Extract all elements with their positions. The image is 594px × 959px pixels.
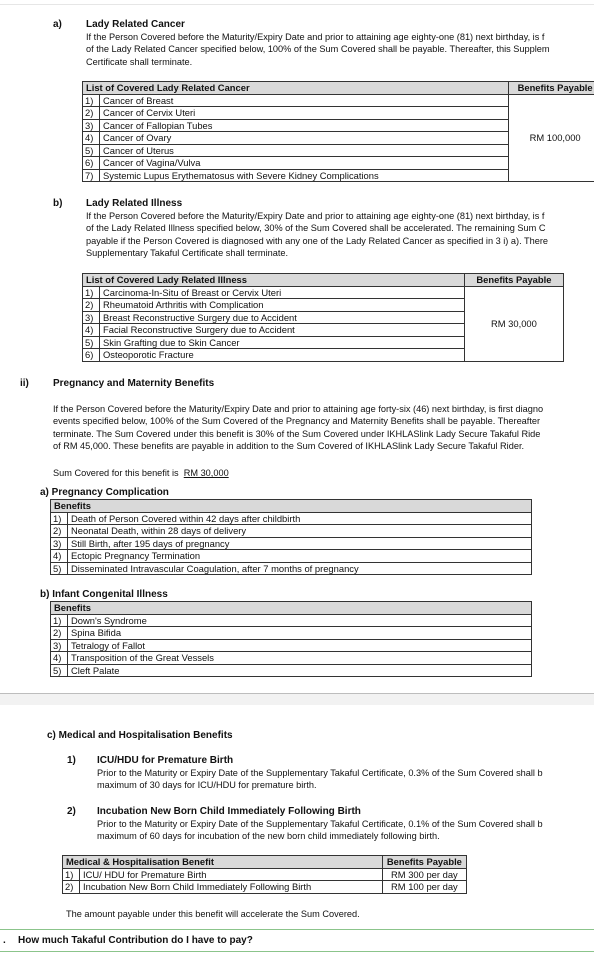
section-ii-paragraph [53,403,543,453]
infant-illness-table [50,601,532,677]
section-a-title: Lady Related Cancer [86,19,185,30]
col-header-illness: List of Covered Lady Related Illness [83,274,465,287]
infant-illness-title: b) Infant Congenital Illness [40,589,168,600]
table-row: 6) Cancer of Vagina/Vulva [83,157,594,170]
item-1-paragraph [97,767,543,792]
section-a-paragraph [86,31,550,68]
table-row: 4) Cancer of Ovary [83,132,594,145]
table-row: 1) Down's Syndrome [51,614,532,627]
para-line: of the Lady Related Illness specified below, 30% of the Sum Covered shall be accelerated. The remaining Sum C [86,223,546,234]
pregnancy-complication-title: a) Pregnancy Complication [40,487,169,498]
sum-covered-value: RM 30,000 [183,468,229,478]
table-row: 3) Still Birth, after 195 days of pregnancy [51,537,532,550]
para-line: maximum of 30 days for ICU/HDU for premature birth. [97,780,317,791]
item-2-paragraph [97,818,543,843]
accelerate-note: The amount payable under this benefit will accelerate the Sum Covered. [66,909,360,919]
footer-bottom-line [0,951,594,952]
col-header-medical: Medical & Hospitalisation Benefit [63,856,383,869]
footer-question: How much Takaful Contribution do I have to pay? [18,935,253,946]
section-ii-marker: ii) [20,378,29,389]
table-row: 1) Carcinoma-In-Situ of Breast or Cervix Uteri RM 30,000 [83,286,564,299]
table-row: 1) Cancer of Breast RM 100,000 [83,94,594,107]
footer-marker: . [3,935,6,946]
item-2-title: Incubation New Born Child Immediately Following Birth [97,806,361,817]
table-row: 6) Osteoporotic Fracture [83,349,564,362]
benefit-amount: RM 300 per day [382,868,466,881]
table-row: 1) Death of Person Covered within 42 days after childbirth [51,512,532,525]
para-line: Prior to the Maturity or Expiry Date of the Supplementary Takaful Certificate, 0.1% of the Sum Covered shall b [97,819,543,829]
table-row: 5) Disseminated Intravascular Coagulation, after 7 months of pregnancy [51,562,532,575]
item-1-number: 1) [67,755,76,766]
pregnancy-complication-table [50,499,532,575]
para-line: Certificate shall terminate. [86,56,193,67]
table-row: 2) Cancer of Cervix Uteri [83,107,594,120]
para-line: If the Person Covered before the Maturity/Expiry Date and prior to attaining age eighty-one (81) next birthday, is f [86,211,545,221]
para-line: Prior to the Maturity or Expiry Date of the Supplementary Takaful Certificate, 0.3% of the Sum Covered shall b [97,768,543,778]
para-line: If the Person Covered before the Maturity/Expiry Date and prior to attaining age eighty-one (81) next birthday, is f [86,32,545,42]
table-row: 5) Skin Grafting due to Skin Cancer [83,336,564,349]
lady-cancer-table [82,81,594,182]
top-edge-line [0,4,594,5]
benefit-amount: RM 100,000 [509,94,594,182]
item-2-number: 2) [67,806,76,817]
benefit-amount: RM 100 per day [382,881,466,894]
table-row: 2) Neonatal Death, within 28 days of delivery [51,525,532,538]
table-row: 7) Systemic Lupus Erythematosus with Severe Kidney Complications [83,169,594,182]
col-header-benefits: Benefits [51,602,532,615]
section-a-marker: a) [53,19,62,30]
table-row: 4) Ectopic Pregnancy Termination [51,550,532,563]
para-line: events specified below, 100% of the Sum Covered of the Pregnancy and Maternity Benefits shall be payable. Thereafter [53,416,541,427]
para-line: Supplementary Takaful Certificate shall terminate. [86,248,289,259]
item-1-title: ICU/HDU for Premature Birth [97,755,234,766]
table-row: 2) Rheumatoid Arthritis with Complication [83,299,564,312]
sum-covered-line [53,467,229,479]
table-row: 3) Cancer of Fallopian Tubes [83,119,594,132]
table-row: 2) Spina Bifida [51,627,532,640]
para-line: of RM 45,000. These benefits are payable in addition to the Sum Covered of IKHLASlink Lady Secure Takaful Rider. [53,441,525,452]
para-line: of the Lady Related Cancer specified below, 100% of the Sum Covered shall be payable. Thereafter, this Supplem [86,44,550,55]
footer-top-line [0,929,594,930]
table-row: 5) Cleft Palate [51,664,532,677]
medical-hospitalisation-table [62,855,467,894]
lady-illness-table [82,273,564,362]
para-line: payable if the Person Covered is diagnosed with any one of the Lady Related Cancer as specified in 3 i) a). There [86,235,549,246]
col-header-benefits: Benefits Payable [509,82,594,95]
col-header-benefits: Benefits [51,500,532,513]
page-gap [0,694,594,705]
table-row: 4) Facial Reconstructive Surgery due to Accident [83,324,564,337]
sum-covered-label: Sum Covered for this benefit is [53,468,179,478]
table-row: 1) ICU/ HDU for Premature Birth RM 300 per day [63,868,467,881]
section-b-paragraph [86,210,548,260]
para-line: If the Person Covered before the Maturity/Expiry Date and prior to attaining age forty-six (46) next birthday, is first diagno [53,404,544,414]
table-row: 3) Tetralogy of Fallot [51,639,532,652]
section-c-title: c) Medical and Hospitalisation Benefits [47,730,233,741]
table-row: 5) Cancer of Uterus [83,144,594,157]
col-header-benefits: Benefits Payable [382,856,466,869]
section-b-title: Lady Related Illness [86,198,183,209]
col-header-benefits: Benefits Payable [464,274,563,287]
section-ii-title: Pregnancy and Maternity Benefits [53,378,215,389]
table-row: 3) Breast Reconstructive Surgery due to Accident [83,311,564,324]
para-line: maximum of 60 days for incubation of the new born child immediately following birth. [97,831,440,842]
col-header-cancer: List of Covered Lady Related Cancer [83,82,509,95]
para-line: terminate. The Sum Covered under this benefit is 30% of the Sum Covered under IKHLASlink Lady Secure Takaful Ride [53,428,541,439]
table-row: 4) Transposition of the Great Vessels [51,652,532,665]
section-b-marker: b) [53,198,63,209]
benefit-amount: RM 30,000 [464,286,563,361]
table-row: 2) Incubation New Born Child Immediately Following Birth RM 100 per day [63,881,467,894]
